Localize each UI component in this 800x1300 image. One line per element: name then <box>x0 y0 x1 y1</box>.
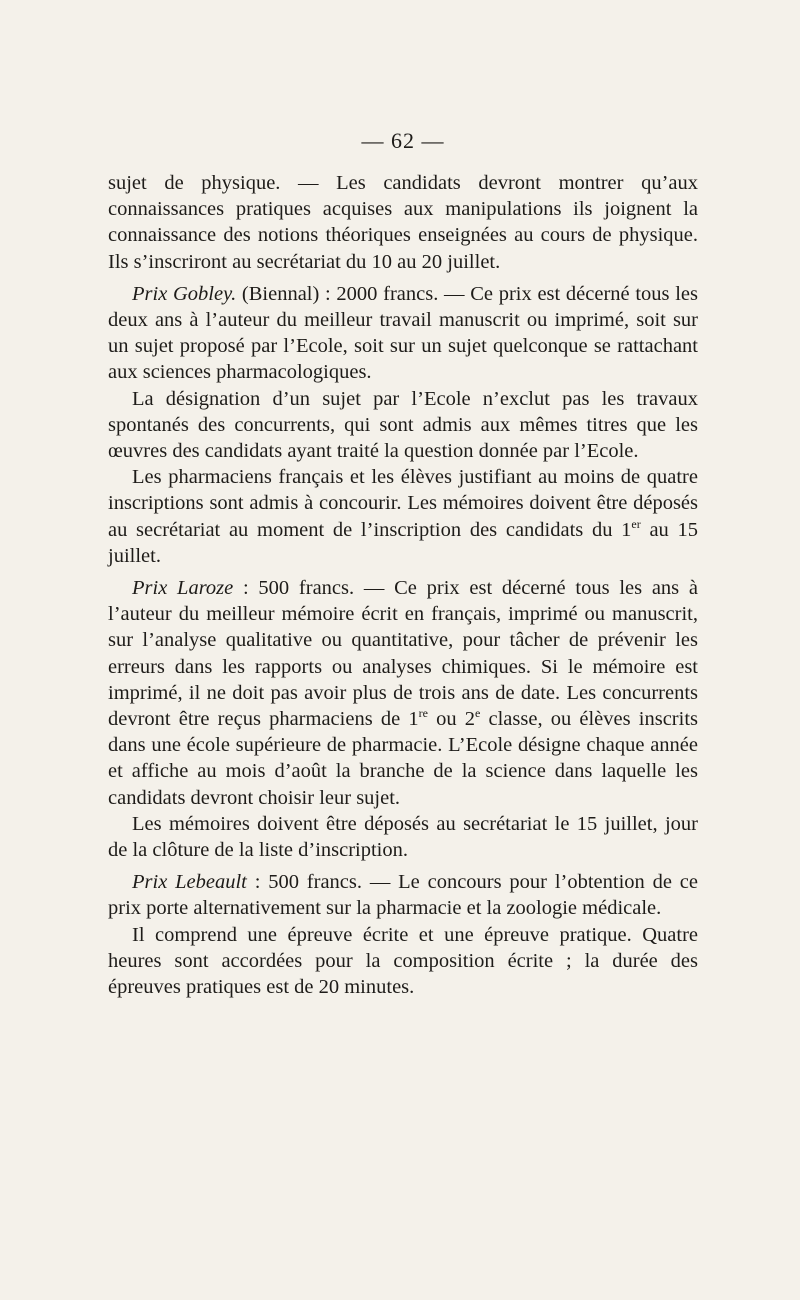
prize-name-lebeault: Prix Lebeault <box>132 871 247 894</box>
superscript: er <box>631 516 641 531</box>
paragraph-inscriptions <box>108 464 698 569</box>
prize-name-laroze: Prix Laroze <box>132 577 234 600</box>
paragraph-prix-laroze <box>108 575 698 811</box>
paragraph-text: Les pharmaciens français et les élèves justifiant au moins de quatre inscriptions sont admis à concourir. Les mémoires doivent être déposés au secrétariat au moment de l’inscription des candidats du 1 <box>108 466 698 541</box>
page-number: — 62 — <box>361 128 445 153</box>
paragraph-text: : 500 francs. — Ce prix est décerné tous les ans à l’auteur du meilleur mémoire écrit en français, imprimé ou manuscrit, sur l’analyse qualitative ou quantitative, pour tâcher de prévenir les erreurs dans les rapports ou analyses chimiques. Si le mémoire est imprimé, il ne doit pas avoir plus de trois ans de date. Les concurrents devront être reçus pharmaciens de 1 <box>108 577 699 731</box>
prize-name-gobley: Prix Gobley. <box>132 282 237 305</box>
paragraph-text: au 15 juillet. <box>108 518 698 567</box>
paragraph-text: classe, ou élèves inscrits dans une école supérieure de pharmacie. L’Ecole désigne chaque année et affiche au mois d’août la branche de la science dans laquelle les candidats devront choisir leur sujet. <box>108 708 698 809</box>
paragraph-text: : 500 francs. — Le concours pour l’obtention de ce prix porte alternativement sur la pharmacie et la zoologie médicale. <box>108 871 698 920</box>
paragraph-physique <box>108 170 698 275</box>
paragraph-text: ou 2 <box>427 708 475 731</box>
paragraph-epreuves <box>108 922 698 1001</box>
document-page <box>108 128 698 1000</box>
paragraph-designation <box>108 386 698 465</box>
paragraph-prix-lebeault <box>108 869 698 921</box>
superscript: re <box>418 706 428 721</box>
paragraph-text: Les mémoires doivent être déposés au secrétariat le 15 juillet, jour de la clôture de la liste d’inscription. <box>108 812 698 862</box>
paragraph-prix-gobley <box>108 281 698 386</box>
paragraph-text: La désignation d’un sujet par l’Ecole n’exclut pas les travaux spontanés des concurrents, qui sont admis aux mêmes titres que les œuvres des candidats ayant traité la question donnée par l’Ecole. <box>108 387 698 463</box>
paragraph-text: sujet de physique. — Les candidats devront montrer qu’aux connaissances pratiques acquises aux manipulations ils joignent la connaissance des notions théoriques enseignées au cours de physique. Ils s’inscriront au secrétariat du 10 au 20 juillet. <box>108 172 698 273</box>
superscript: e <box>475 706 481 721</box>
paragraph-depot-memoires <box>108 811 698 863</box>
paragraph-text: Il comprend une épreuve écrite et une épreuve pratique. Quatre heures sont accordées pour la composition écrite ; la durée des épreuves pratiques est de 20 minutes. <box>108 923 698 999</box>
paragraph-text: (Biennal) : 2000 francs. — Ce prix est décerné tous les deux ans à l’auteur du meilleur travail manuscrit ou imprimé, soit sur un sujet proposé par l’Ecole, soit sur un sujet quelconque se rattachant aux sciences pharmacologiques. <box>108 282 698 384</box>
